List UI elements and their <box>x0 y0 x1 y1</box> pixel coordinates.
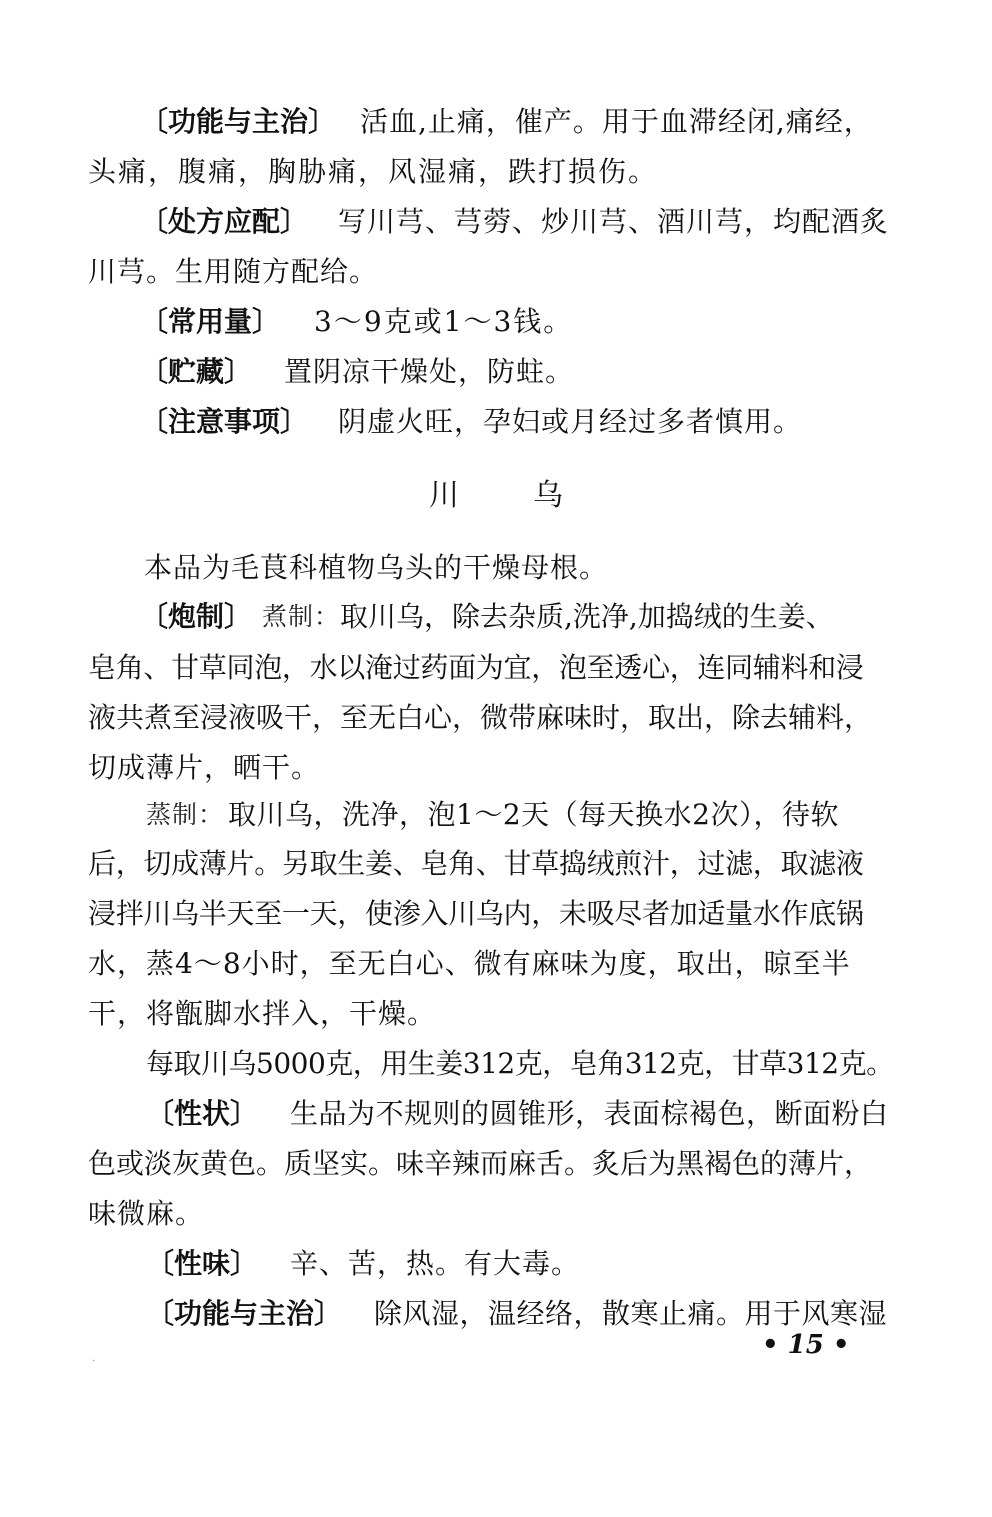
properties-text-3: 味微麻。 <box>88 1197 205 1230</box>
page-number: • 15 • <box>762 1330 850 1360</box>
processing-text-4: 切成薄片，晒干。 <box>88 751 321 784</box>
title-char-1: 川 <box>429 478 459 513</box>
taste-label: 〔性味〕 <box>146 1247 259 1280</box>
intro-text: 本品为毛茛科植物乌头的干燥母根。 <box>144 551 609 584</box>
dosage-label: 〔常用量〕 <box>140 305 281 338</box>
function-label-2: 〔功能与主治〕 <box>146 1297 343 1330</box>
processing-text: 取川乌，除去杂质,洗净,加捣绒的生姜、 <box>340 600 834 633</box>
properties-text-2: 色或淡灰黄色。质坚实。味辛辣而麻舌。炙后为黑褐色的薄片， <box>88 1147 873 1180</box>
prescription-text-cont: 川芎。生用随方配给。 <box>88 255 379 288</box>
dosage-text: 3～9克或1～3钱。 <box>314 305 574 338</box>
properties-text: 生品为不规则的圆锥形，表面棕褐色，断面粉白 <box>290 1097 889 1130</box>
function-text-cont: 头痛，腹痛，胸胁痛，风湿痛，跌打损伤。 <box>88 155 659 188</box>
steaming-text-3: 浸拌川乌半天至一天，使渗入川乌内，未吸尽者加适量水作底锅 <box>88 897 864 930</box>
steaming-text-4: 水，蒸4～8小时，至无白心、微有麻味为度，取出，晾至半 <box>88 947 851 980</box>
ratio-text: 每取川乌5000克，用生姜312克，皂角312克，甘草312克。 <box>146 1047 894 1080</box>
title-char-2: 乌 <box>533 478 563 513</box>
steaming-method-label: 蒸制： <box>146 800 225 829</box>
precautions-text: 阴虚火旺，孕妇或月经过多者慎用。 <box>338 405 803 438</box>
function-text: 活血,止痛，催产。用于血滞经闭,痛经， <box>360 105 873 138</box>
function-label: 〔功能与主治〕 <box>140 105 337 138</box>
storage-text: 置阴凉干燥处，防蛀。 <box>284 355 575 388</box>
scan-speck: · <box>92 1356 96 1367</box>
precautions-label: 〔注意事项〕 <box>140 405 309 438</box>
processing-text-2: 皂角、甘草同泡，水以淹过药面为宜，泡至透心，连同辅料和浸 <box>88 651 864 684</box>
taste-text: 辛、苦，热。有大毒。 <box>290 1247 581 1280</box>
storage-label: 〔贮藏〕 <box>140 355 253 388</box>
boiling-method-label: 煮制： <box>262 602 341 631</box>
steaming-text-2: 后，切成薄片。另取生姜、皂角、甘草捣绒煎汁，过滤，取滤液 <box>88 847 864 880</box>
steaming-text: 取川乌，洗净，泡1～2天（每天换水2次），待软 <box>228 798 839 831</box>
processing-text-3: 液共煮至浸液吸干，至无白心，微带麻味时，取出，除去辅料， <box>88 701 873 734</box>
prescription-label: 〔处方应配〕 <box>140 205 309 238</box>
properties-label: 〔性状〕 <box>146 1097 259 1130</box>
prescription-text: 写川芎、芎䓖、炒川芎、酒川芎，均配酒炙 <box>338 205 890 238</box>
processing-label: 〔炮制〕 <box>140 600 253 633</box>
section-title <box>0 476 992 516</box>
function-text-2: 除风湿，温经络，散寒止痛。用于风寒湿 <box>374 1297 888 1330</box>
steaming-text-5: 干，将甑脚水拌入，干燥。 <box>88 997 437 1030</box>
